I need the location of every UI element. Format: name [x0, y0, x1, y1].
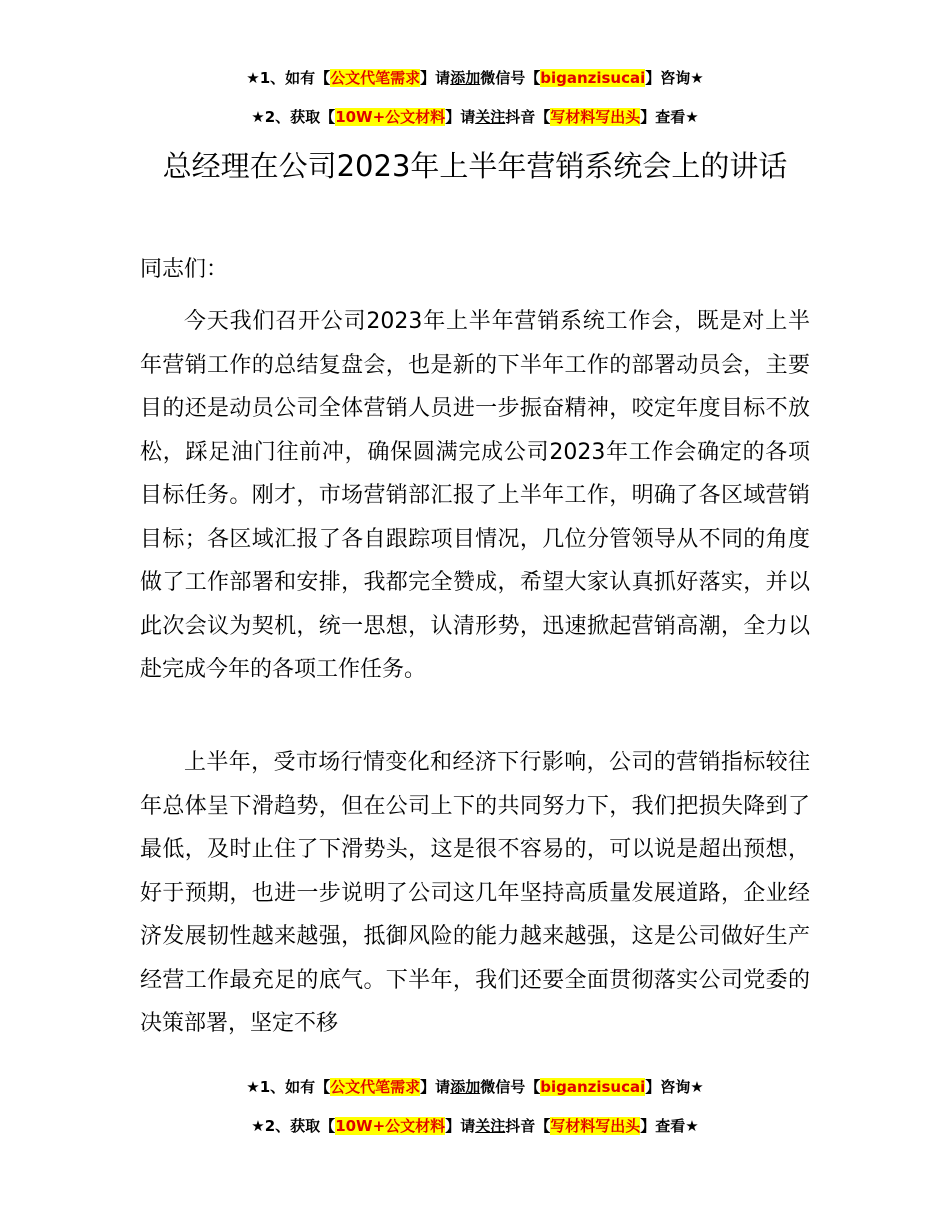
banner-text: 抖音【: [505, 1117, 551, 1135]
banner-emphasis: 添加: [450, 1078, 481, 1096]
banner-suffix: 】咨询★: [645, 1078, 704, 1096]
paragraph: 上半年，受市场行情变化和经济下行影响，公司的营销指标较往年总体呈下滑趋势，但在公司上下的共同努力下，我们把损失降到了最低，及时止住了下滑势头，这是很不容易的，可以说是超出预想，好于预期，也进一步说明了公司这几年坚持高质量发展道路，企业经济发展韧性越来越强，抵御风险的能力越来越强，这是公司做好生产经营工作最充足的底气。下半年，我们还要全面贯彻落实公司党委的决策部署，坚定不移: [140, 750, 810, 1036]
banner-highlight: 公文代笔需求: [330, 69, 421, 87]
bottom-banner-line-2: [0, 1114, 950, 1138]
banner-highlight: 写材料写出头: [550, 1117, 641, 1135]
top-banner-line-2: [0, 105, 950, 129]
banner-text: 】请: [445, 1117, 476, 1135]
banner-highlight: 公文代笔需求: [330, 1078, 421, 1096]
paragraph: 今天我们召开公司2023年上半年营销系统工作会，既是对上半年营销工作的总结复盘会，也是新的下半年工作的部署动员会，主要目的还是动员公司全体营销人员进一步振奋精神，咬定年度目标不放松，踩足油门往前冲，确保圆满完成公司2023年工作会确定的各项目标任务。刚才，市场营销部汇报了上半年工作，明确了各区域营销目标；各区域汇报了各自跟踪项目情况，几位分管领导从不同的角度做了工作部署和安排，我都完全赞成，希望大家认真抓好落实，并以此次会议为契机，统一思想，认清形势，迅速掀起营销高潮，全力以赴完成今年的各项工作任务。: [140, 309, 810, 682]
banner-emphasis: 关注: [475, 1117, 506, 1135]
banner-suffix: 】查看★: [640, 108, 699, 126]
banner-suffix: 】咨询★: [645, 69, 704, 87]
banner-text: 】请: [420, 1078, 451, 1096]
top-banner-line-1: [0, 66, 950, 90]
banner-highlight: biganzisucai: [540, 1078, 646, 1096]
bottom-banner-line-1: [0, 1075, 950, 1099]
banner-text: 微信号【: [480, 69, 541, 87]
banner-suffix: 】查看★: [640, 1117, 699, 1135]
banner-text: 抖音【: [505, 108, 551, 126]
banner-highlight: 10W+公文材料: [335, 108, 446, 126]
banner-text: 微信号【: [480, 1078, 541, 1096]
salutation: 同志们：: [140, 257, 229, 282]
banner-text: 】请: [445, 108, 476, 126]
banner-text: 】请: [420, 69, 451, 87]
banner-highlight: 10W+公文材料: [335, 1117, 446, 1135]
banner-prefix: ★2、获取【: [251, 1117, 336, 1135]
banner-prefix: ★2、获取【: [251, 108, 336, 126]
banner-highlight: biganzisucai: [540, 69, 646, 87]
banner-emphasis: 添加: [450, 69, 481, 87]
banner-highlight: 写材料写出头: [550, 108, 641, 126]
banner-prefix: ★1、如有【: [246, 1078, 331, 1096]
banner-prefix: ★1、如有【: [246, 69, 331, 87]
banner-emphasis: 关注: [475, 108, 506, 126]
document-title: 总经理在公司2023年上半年营销系统会上的讲话: [162, 149, 788, 183]
